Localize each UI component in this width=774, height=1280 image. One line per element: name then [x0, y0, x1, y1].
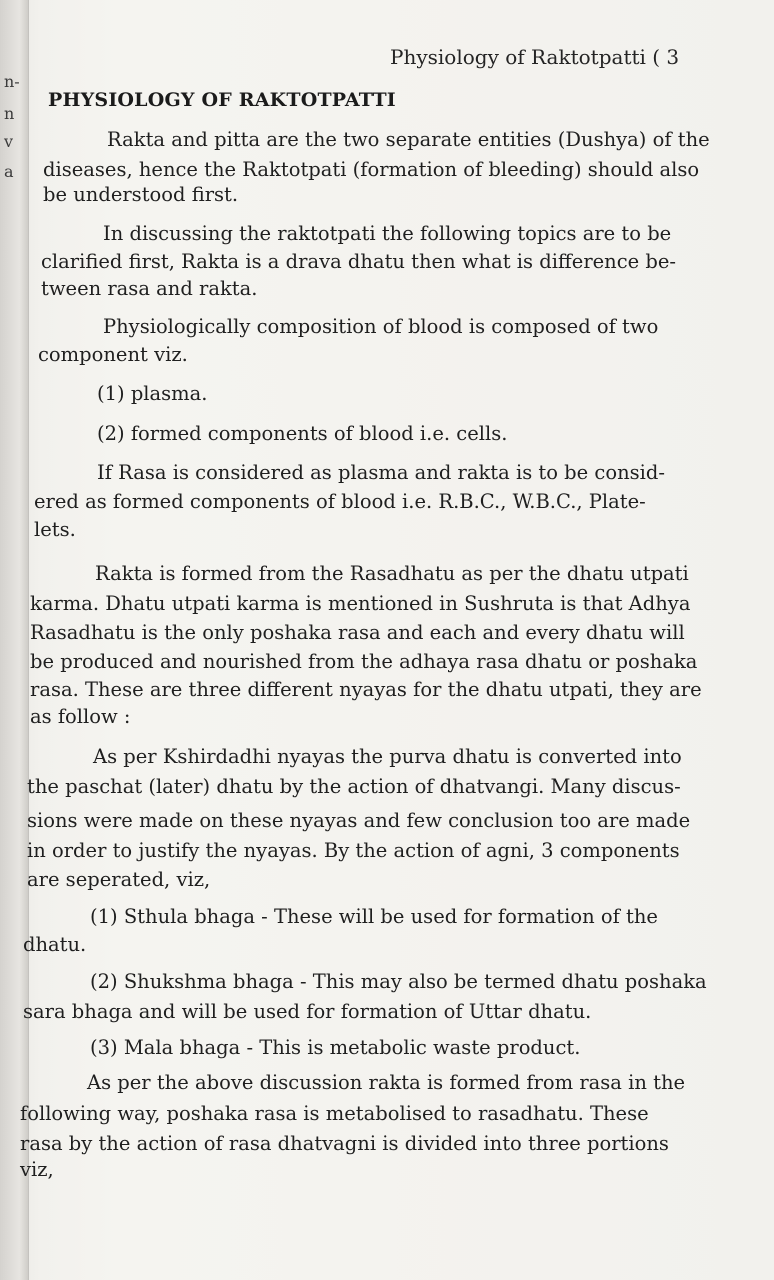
- body-line: As per the above discussion rakta is formed from rasa in the: [87, 1071, 686, 1094]
- body-line: (1) plasma.: [97, 382, 208, 405]
- left-edge-fragment: v: [4, 132, 14, 151]
- body-line: are seperated, viz,: [27, 868, 211, 891]
- body-line: If Rasa is considered as plasma and rakta is to be consid-: [97, 461, 665, 484]
- body-line: (2) Shukshma bhaga - This may also be termed dhatu poshaka: [90, 970, 707, 993]
- body-line: clarified first, Rakta is a drava dhatu then what is difference be-: [41, 250, 677, 273]
- body-line: rasa by the action of rasa dhatvagni is divided into three portions: [20, 1132, 669, 1155]
- body-line: component viz.: [38, 343, 188, 366]
- body-line: lets.: [34, 518, 76, 541]
- body-line: sions were made on these nyayas and few conclusion too are made: [27, 809, 691, 832]
- body-line: tween rasa and rakta.: [41, 277, 258, 300]
- body-line: viz,: [20, 1158, 54, 1181]
- body-line: sara bhaga and will be used for formation of Uttar dhatu.: [23, 1000, 592, 1023]
- body-line: following way, poshaka rasa is metabolised to rasadhatu. These: [20, 1102, 649, 1125]
- body-line: ered as formed components of blood i.e. R.B.C., W.B.C., Plate-: [34, 490, 646, 513]
- running-head: Physiology of Raktotpatti ( 3: [390, 45, 680, 69]
- body-line: Rakta and pitta are the two separate entities (Dushya) of the: [107, 128, 710, 151]
- left-edge-fragment: n: [4, 104, 15, 123]
- body-line: the paschat (later) dhatu by the action of dhatvangi. Many discus-: [27, 775, 681, 798]
- body-line: In discussing the raktotpati the following topics are to be: [103, 222, 672, 245]
- body-line: dhatu.: [23, 933, 87, 956]
- body-line: as follow :: [30, 705, 131, 728]
- body-line: karma. Dhatu utpati karma is mentioned in Sushruta is that Adhya: [30, 592, 691, 615]
- left-edge-fragment: n-: [4, 72, 20, 91]
- body-line: be understood first.: [43, 183, 239, 206]
- body-line: (3) Mala bhaga - This is metabolic waste product.: [90, 1036, 581, 1059]
- body-line: Rasadhatu is the only poshaka rasa and each and every dhatu will: [30, 621, 685, 644]
- body-line: As per Kshirdadhi nyayas the purva dhatu is converted into: [93, 745, 682, 768]
- body-line: rasa. These are three different nyayas for the dhatu utpati, they are: [30, 678, 702, 701]
- body-line: Physiologically composition of blood is composed of two: [103, 315, 659, 338]
- body-line: (2) formed components of blood i.e. cells.: [97, 422, 508, 445]
- body-line: (1) Sthula bhaga - These will be used for formation of the: [90, 905, 658, 928]
- body-line: be produced and nourished from the adhaya rasa dhatu or poshaka: [30, 650, 698, 673]
- left-edge-fragment: a: [4, 162, 14, 181]
- section-heading: PHYSIOLOGY OF RAKTOTPATTI: [48, 89, 396, 111]
- body-line: in order to justify the nyayas. By the action of agni, 3 components: [27, 839, 680, 862]
- body-line: Rakta is formed from the Rasadhatu as per the dhatu utpati: [95, 562, 689, 585]
- body-line: diseases, hence the Raktotpati (formation of bleeding) should also: [43, 158, 700, 181]
